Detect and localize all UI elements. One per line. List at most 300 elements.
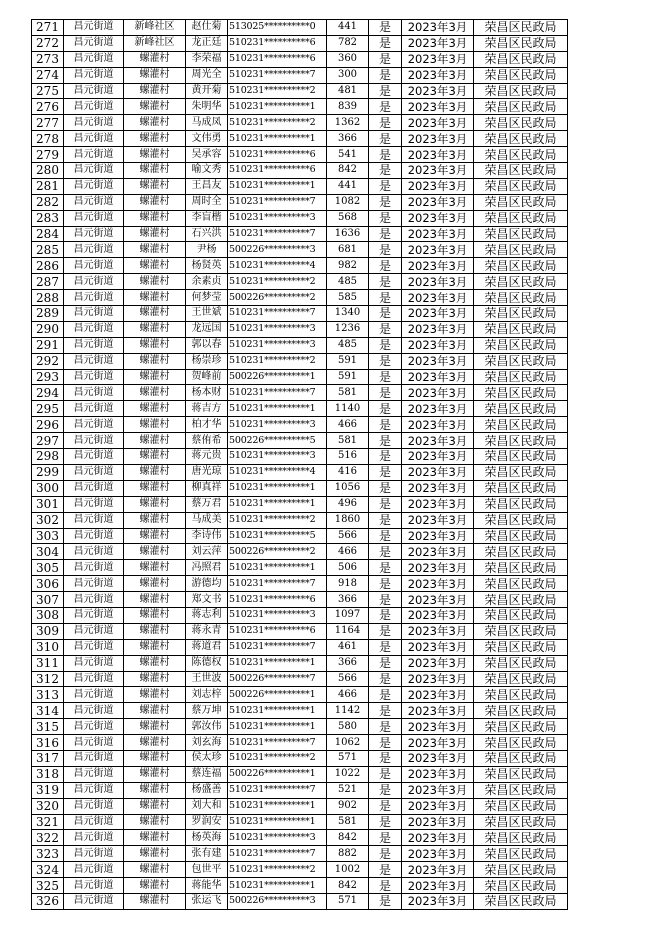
row-number-cell: 320 [32,798,64,814]
eligible-cell: 是 [369,846,402,862]
row-number-cell: 325 [32,878,64,894]
community-cell: 螺灌村 [124,830,186,846]
month-cell: 2023年3月 [402,639,474,655]
id-number-cell: 510231**********2 [228,862,327,878]
table-row [32,544,568,560]
street-cell: 昌元街道 [64,51,124,67]
eligible-cell: 是 [369,242,402,258]
month-cell: 2023年3月 [402,862,474,878]
table-row [32,131,568,147]
id-number-cell: 510231**********3 [228,417,327,433]
table-row [32,862,568,878]
month-cell: 2023年3月 [402,385,474,401]
department-cell: 荣昌区民政局 [474,178,568,194]
community-cell: 螺灌村 [124,607,186,623]
month-cell: 2023年3月 [402,655,474,671]
id-number-cell: 510231**********6 [228,163,327,179]
month-cell: 2023年3月 [402,449,474,465]
department-cell: 荣昌区民政局 [474,242,568,258]
community-cell: 螺灌村 [124,417,186,433]
id-number-cell: 510231**********1 [228,99,327,115]
amount-cell: 1362 [327,115,369,131]
table-row [32,893,568,909]
department-cell: 荣昌区民政局 [474,719,568,735]
month-cell: 2023年3月 [402,353,474,369]
department-cell: 荣昌区民政局 [474,703,568,719]
community-cell: 螺灌村 [124,115,186,131]
id-number-cell: 500226**********2 [228,544,327,560]
amount-cell: 681 [327,242,369,258]
table-row [32,846,568,862]
department-cell: 荣昌区民政局 [474,576,568,592]
id-number-cell: 510231**********2 [228,274,327,290]
community-cell: 螺灌村 [124,290,186,306]
amount-cell: 441 [327,20,369,36]
table-row [32,115,568,131]
row-number-cell: 326 [32,893,64,909]
name-cell: 蒋永青 [186,623,228,639]
row-number-cell: 274 [32,67,64,83]
community-cell: 螺灌村 [124,639,186,655]
eligible-cell: 是 [369,862,402,878]
month-cell: 2023年3月 [402,131,474,147]
amount-cell: 591 [327,369,369,385]
department-cell: 荣昌区民政局 [474,512,568,528]
row-number-cell: 301 [32,496,64,512]
month-cell: 2023年3月 [402,83,474,99]
community-cell: 螺灌村 [124,512,186,528]
name-cell: 蔡连福 [186,766,228,782]
department-cell: 荣昌区民政局 [474,687,568,703]
table-row [32,258,568,274]
id-number-cell: 510231**********3 [228,449,327,465]
month-cell: 2023年3月 [402,766,474,782]
street-cell: 昌元街道 [64,592,124,608]
id-number-cell: 510231**********6 [228,147,327,163]
name-cell: 唐光琼 [186,464,228,480]
eligible-cell: 是 [369,20,402,36]
eligible-cell: 是 [369,464,402,480]
amount-cell: 918 [327,576,369,592]
table-row [32,353,568,369]
department-cell: 荣昌区民政局 [474,163,568,179]
community-cell: 螺灌村 [124,750,186,766]
table-row [32,655,568,671]
amount-cell: 1097 [327,607,369,623]
table-row [32,83,568,99]
department-cell: 荣昌区民政局 [474,846,568,862]
amount-cell: 1164 [327,623,369,639]
street-cell: 昌元街道 [64,20,124,36]
month-cell: 2023年3月 [402,401,474,417]
eligible-cell: 是 [369,401,402,417]
id-number-cell: 510231**********2 [228,353,327,369]
department-cell: 荣昌区民政局 [474,592,568,608]
row-number-cell: 279 [32,147,64,163]
table-row [32,512,568,528]
street-cell: 昌元街道 [64,337,124,353]
amount-cell: 466 [327,687,369,703]
name-cell: 龙正廷 [186,35,228,51]
id-number-cell: 510231**********1 [228,178,327,194]
department-cell: 荣昌区民政局 [474,83,568,99]
name-cell: 包世平 [186,862,228,878]
table-row [32,242,568,258]
row-number-cell: 292 [32,353,64,369]
street-cell: 昌元街道 [64,671,124,687]
row-number-cell: 305 [32,560,64,576]
street-cell: 昌元街道 [64,242,124,258]
month-cell: 2023年3月 [402,369,474,385]
table-row [32,194,568,210]
amount-cell: 585 [327,290,369,306]
table-row [32,67,568,83]
month-cell: 2023年3月 [402,464,474,480]
eligible-cell: 是 [369,750,402,766]
row-number-cell: 302 [32,512,64,528]
eligible-cell: 是 [369,147,402,163]
street-cell: 昌元街道 [64,782,124,798]
month-cell: 2023年3月 [402,115,474,131]
community-cell: 螺灌村 [124,798,186,814]
table-row [32,607,568,623]
street-cell: 昌元街道 [64,67,124,83]
month-cell: 2023年3月 [402,306,474,322]
community-cell: 新峰社区 [124,20,186,36]
name-cell: 郑文书 [186,592,228,608]
id-number-cell: 510231**********1 [228,496,327,512]
department-cell: 荣昌区民政局 [474,528,568,544]
id-number-cell: 510231**********4 [228,258,327,274]
name-cell: 杨盛善 [186,782,228,798]
row-number-cell: 273 [32,51,64,67]
department-cell: 荣昌区民政局 [474,464,568,480]
name-cell: 李荣福 [186,51,228,67]
month-cell: 2023年3月 [402,878,474,894]
name-cell: 马成美 [186,512,228,528]
community-cell: 螺灌村 [124,862,186,878]
name-cell: 刘玄海 [186,735,228,751]
community-cell: 螺灌村 [124,83,186,99]
amount-cell: 481 [327,83,369,99]
eligible-cell: 是 [369,67,402,83]
row-number-cell: 324 [32,862,64,878]
id-number-cell: 510231**********3 [228,337,327,353]
id-number-cell: 510231**********1 [228,480,327,496]
row-number-cell: 276 [32,99,64,115]
amount-cell: 1022 [327,766,369,782]
department-cell: 荣昌区民政局 [474,560,568,576]
amount-cell: 581 [327,814,369,830]
table-row [32,369,568,385]
month-cell: 2023年3月 [402,719,474,735]
id-number-cell: 510231**********2 [228,750,327,766]
eligible-cell: 是 [369,782,402,798]
table-row [32,576,568,592]
department-cell: 荣昌区民政局 [474,147,568,163]
street-cell: 昌元街道 [64,687,124,703]
street-cell: 昌元街道 [64,766,124,782]
month-cell: 2023年3月 [402,194,474,210]
department-cell: 荣昌区民政局 [474,258,568,274]
amount-cell: 591 [327,353,369,369]
eligible-cell: 是 [369,576,402,592]
id-number-cell: 510231**********2 [228,115,327,131]
name-cell: 郭汝伟 [186,719,228,735]
name-cell: 张运飞 [186,893,228,909]
table-row [32,226,568,242]
eligible-cell: 是 [369,671,402,687]
department-cell: 荣昌区民政局 [474,607,568,623]
department-cell: 荣昌区民政局 [474,131,568,147]
month-cell: 2023年3月 [402,750,474,766]
row-number-cell: 281 [32,178,64,194]
id-number-cell: 510231**********2 [228,512,327,528]
eligible-cell: 是 [369,433,402,449]
table-row [32,147,568,163]
department-cell: 荣昌区民政局 [474,893,568,909]
table-row [32,766,568,782]
amount-cell: 1002 [327,862,369,878]
community-cell: 螺灌村 [124,687,186,703]
row-number-cell: 280 [32,163,64,179]
eligible-cell: 是 [369,131,402,147]
eligible-cell: 是 [369,480,402,496]
month-cell: 2023年3月 [402,830,474,846]
month-cell: 2023年3月 [402,496,474,512]
eligible-cell: 是 [369,35,402,51]
name-cell: 黄开菊 [186,83,228,99]
row-number-cell: 313 [32,687,64,703]
name-cell: 王世波 [186,671,228,687]
community-cell: 螺灌村 [124,464,186,480]
street-cell: 昌元街道 [64,528,124,544]
amount-cell: 580 [327,719,369,735]
community-cell: 螺灌村 [124,131,186,147]
eligible-cell: 是 [369,449,402,465]
eligible-cell: 是 [369,798,402,814]
street-cell: 昌元街道 [64,306,124,322]
row-number-cell: 293 [32,369,64,385]
department-cell: 荣昌区民政局 [474,99,568,115]
eligible-cell: 是 [369,51,402,67]
amount-cell: 496 [327,496,369,512]
community-cell: 螺灌村 [124,178,186,194]
eligible-cell: 是 [369,655,402,671]
row-number-cell: 299 [32,464,64,480]
row-number-cell: 291 [32,337,64,353]
month-cell: 2023年3月 [402,51,474,67]
eligible-cell: 是 [369,560,402,576]
eligible-cell: 是 [369,194,402,210]
street-cell: 昌元街道 [64,798,124,814]
id-number-cell: 510231**********1 [228,401,327,417]
eligible-cell: 是 [369,703,402,719]
department-cell: 荣昌区民政局 [474,353,568,369]
name-cell: 尹杨 [186,242,228,258]
eligible-cell: 是 [369,210,402,226]
community-cell: 螺灌村 [124,321,186,337]
department-cell: 荣昌区民政局 [474,655,568,671]
name-cell: 蒋志利 [186,607,228,623]
amount-cell: 466 [327,417,369,433]
street-cell: 昌元街道 [64,258,124,274]
name-cell: 杨本财 [186,385,228,401]
name-cell: 刘大和 [186,798,228,814]
amount-cell: 1082 [327,194,369,210]
name-cell: 杨贤英 [186,258,228,274]
amount-cell: 782 [327,35,369,51]
id-number-cell: 510231**********1 [228,719,327,735]
id-number-cell: 510231**********1 [228,798,327,814]
table-row [32,878,568,894]
street-cell: 昌元街道 [64,115,124,131]
amount-cell: 902 [327,798,369,814]
table-row [32,274,568,290]
eligible-cell: 是 [369,290,402,306]
amount-cell: 1062 [327,735,369,751]
street-cell: 昌元街道 [64,893,124,909]
eligible-cell: 是 [369,99,402,115]
table-row [32,703,568,719]
street-cell: 昌元街道 [64,210,124,226]
name-cell: 杨英海 [186,830,228,846]
community-cell: 螺灌村 [124,258,186,274]
community-cell: 螺灌村 [124,99,186,115]
community-cell: 螺灌村 [124,592,186,608]
community-cell: 螺灌村 [124,655,186,671]
eligible-cell: 是 [369,353,402,369]
table-row [32,464,568,480]
street-cell: 昌元街道 [64,163,124,179]
amount-cell: 1636 [327,226,369,242]
name-cell: 蒋吉方 [186,401,228,417]
table-row [32,449,568,465]
community-cell: 螺灌村 [124,306,186,322]
row-number-cell: 290 [32,321,64,337]
amount-cell: 1140 [327,401,369,417]
department-cell: 荣昌区民政局 [474,496,568,512]
row-number-cell: 298 [32,449,64,465]
amount-cell: 521 [327,782,369,798]
eligible-cell: 是 [369,337,402,353]
name-cell: 吴承容 [186,147,228,163]
id-number-cell: 510231**********3 [228,321,327,337]
row-number-cell: 308 [32,607,64,623]
department-cell: 荣昌区民政局 [474,210,568,226]
street-cell: 昌元街道 [64,369,124,385]
table-row [32,719,568,735]
street-cell: 昌元街道 [64,433,124,449]
street-cell: 昌元街道 [64,814,124,830]
month-cell: 2023年3月 [402,274,474,290]
row-number-cell: 322 [32,830,64,846]
street-cell: 昌元街道 [64,321,124,337]
month-cell: 2023年3月 [402,735,474,751]
community-cell: 螺灌村 [124,735,186,751]
row-number-cell: 294 [32,385,64,401]
eligible-cell: 是 [369,306,402,322]
amount-cell: 566 [327,671,369,687]
department-cell: 荣昌区民政局 [474,290,568,306]
department-cell: 荣昌区民政局 [474,115,568,131]
row-number-cell: 309 [32,623,64,639]
street-cell: 昌元街道 [64,449,124,465]
community-cell: 螺灌村 [124,480,186,496]
row-number-cell: 323 [32,846,64,862]
eligible-cell: 是 [369,274,402,290]
name-cell: 李诗伟 [186,528,228,544]
row-number-cell: 307 [32,592,64,608]
community-cell: 螺灌村 [124,401,186,417]
community-cell: 螺灌村 [124,147,186,163]
street-cell: 昌元街道 [64,464,124,480]
name-cell: 张有建 [186,846,228,862]
amount-cell: 882 [327,846,369,862]
id-number-cell: 510231**********1 [228,131,327,147]
department-cell: 荣昌区民政局 [474,639,568,655]
amount-cell: 541 [327,147,369,163]
table-row [32,782,568,798]
table-row [32,592,568,608]
month-cell: 2023年3月 [402,163,474,179]
street-cell: 昌元街道 [64,417,124,433]
row-number-cell: 275 [32,83,64,99]
id-number-cell: 510231**********7 [228,67,327,83]
street-cell: 昌元街道 [64,401,124,417]
street-cell: 昌元街道 [64,719,124,735]
name-cell: 罗润安 [186,814,228,830]
table-row [32,750,568,766]
id-number-cell: 510231**********5 [228,528,327,544]
community-cell: 螺灌村 [124,544,186,560]
amount-cell: 842 [327,878,369,894]
month-cell: 2023年3月 [402,337,474,353]
name-cell: 王世斌 [186,306,228,322]
month-cell: 2023年3月 [402,321,474,337]
department-cell: 荣昌区民政局 [474,623,568,639]
amount-cell: 516 [327,449,369,465]
street-cell: 昌元街道 [64,226,124,242]
table-row [32,51,568,67]
street-cell: 昌元街道 [64,576,124,592]
month-cell: 2023年3月 [402,544,474,560]
id-number-cell: 510231**********1 [228,878,327,894]
month-cell: 2023年3月 [402,147,474,163]
department-cell: 荣昌区民政局 [474,51,568,67]
month-cell: 2023年3月 [402,893,474,909]
name-cell: 冯照君 [186,560,228,576]
id-number-cell: 510231**********7 [228,385,327,401]
id-number-cell: 510231**********7 [228,306,327,322]
street-cell: 昌元街道 [64,178,124,194]
community-cell: 螺灌村 [124,67,186,83]
community-cell: 螺灌村 [124,433,186,449]
name-cell: 周时全 [186,194,228,210]
month-cell: 2023年3月 [402,35,474,51]
table-row [32,20,568,36]
row-number-cell: 306 [32,576,64,592]
month-cell: 2023年3月 [402,814,474,830]
name-cell: 刘云萍 [186,544,228,560]
eligible-cell: 是 [369,226,402,242]
id-number-cell: 510231**********7 [228,226,327,242]
street-cell: 昌元街道 [64,274,124,290]
table-row [32,35,568,51]
eligible-cell: 是 [369,417,402,433]
street-cell: 昌元街道 [64,830,124,846]
eligible-cell: 是 [369,385,402,401]
